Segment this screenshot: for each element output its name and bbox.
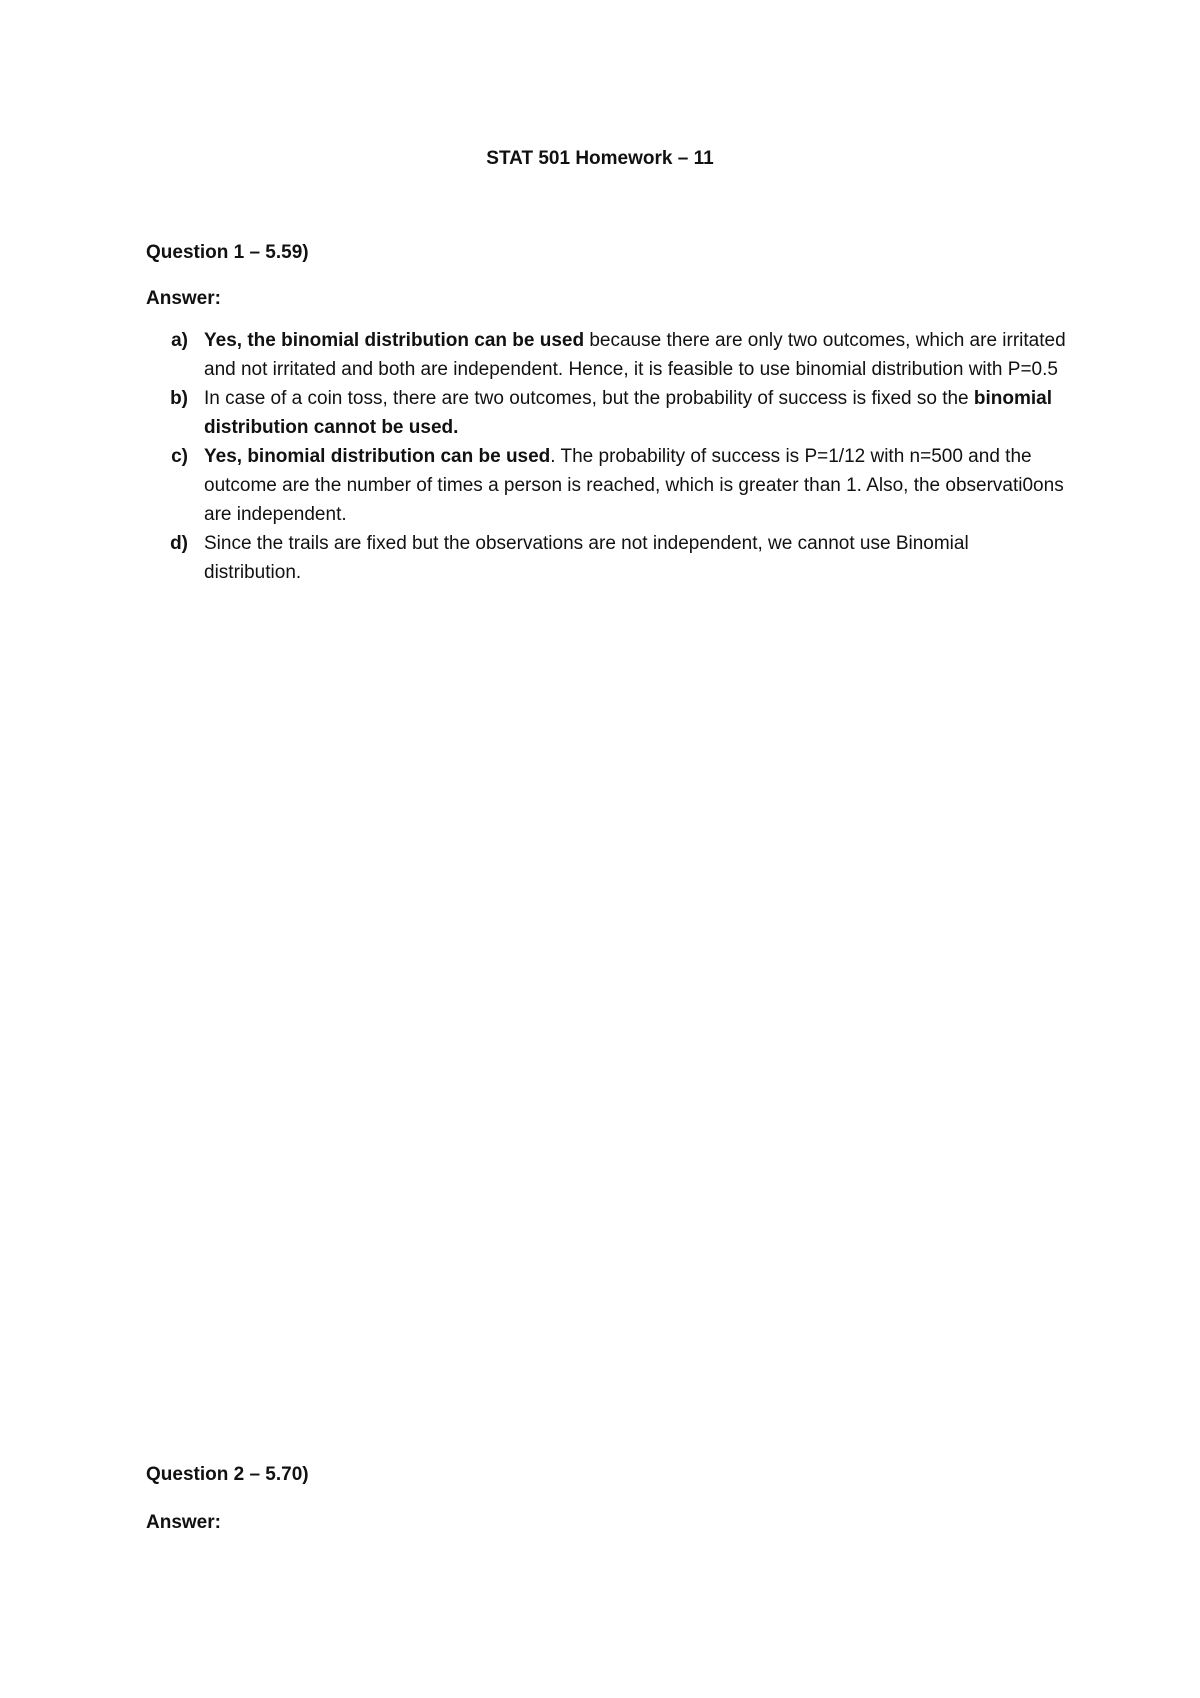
page-title: STAT 501 Homework – 11 [486, 148, 714, 169]
answer-a-bold-lead: Yes, the binomial distribution can be used [204, 330, 585, 351]
answer-text-d: Since the trails are fixed but the observations are not independent, we cannot use Binomial distribution. [204, 533, 969, 583]
answer-marker-b: b) [170, 388, 188, 409]
answer-marker-a: a) [171, 330, 188, 351]
answer-text-a [204, 326, 1066, 384]
answer-item-b [146, 384, 1066, 442]
answer-c-rest: . The probability of success is P=1/12 with n=500 and the outcome are the number of times a person is reached, which is greater than 1. Also, the observati0ons are independent. [204, 446, 1064, 525]
question-2-answer-label: Answer: [146, 1512, 221, 1533]
answer-text-c [204, 442, 1066, 529]
answer-marker-d: d) [170, 533, 188, 554]
answer-item-a [146, 326, 1066, 384]
answer-b-bold-tail: binomial distribution cannot be used. [204, 388, 1053, 438]
answer-b-lead: In case of a coin toss, there are two outcomes, but the probability of success is fixed so the [204, 388, 974, 409]
answer-text-b [204, 384, 1066, 442]
question-1-heading: Question 1 – 5.59) [146, 242, 309, 263]
question-2-heading: Question 2 – 5.70) [146, 1464, 309, 1485]
answer-marker-c: c) [171, 446, 188, 467]
answer-a-rest: because there are only two outcomes, which are irritated and not irritated and both are independent. Hence, it is feasible to use binomial distribution with P=0.5 [204, 330, 1066, 380]
answer-c-bold-lead: Yes, binomial distribution can be used [204, 446, 551, 467]
question-1-answer-label: Answer: [146, 288, 221, 309]
answer-item-c [146, 442, 1066, 529]
answer-item-d [146, 529, 1066, 587]
question-1-answer-list [146, 326, 1066, 587]
